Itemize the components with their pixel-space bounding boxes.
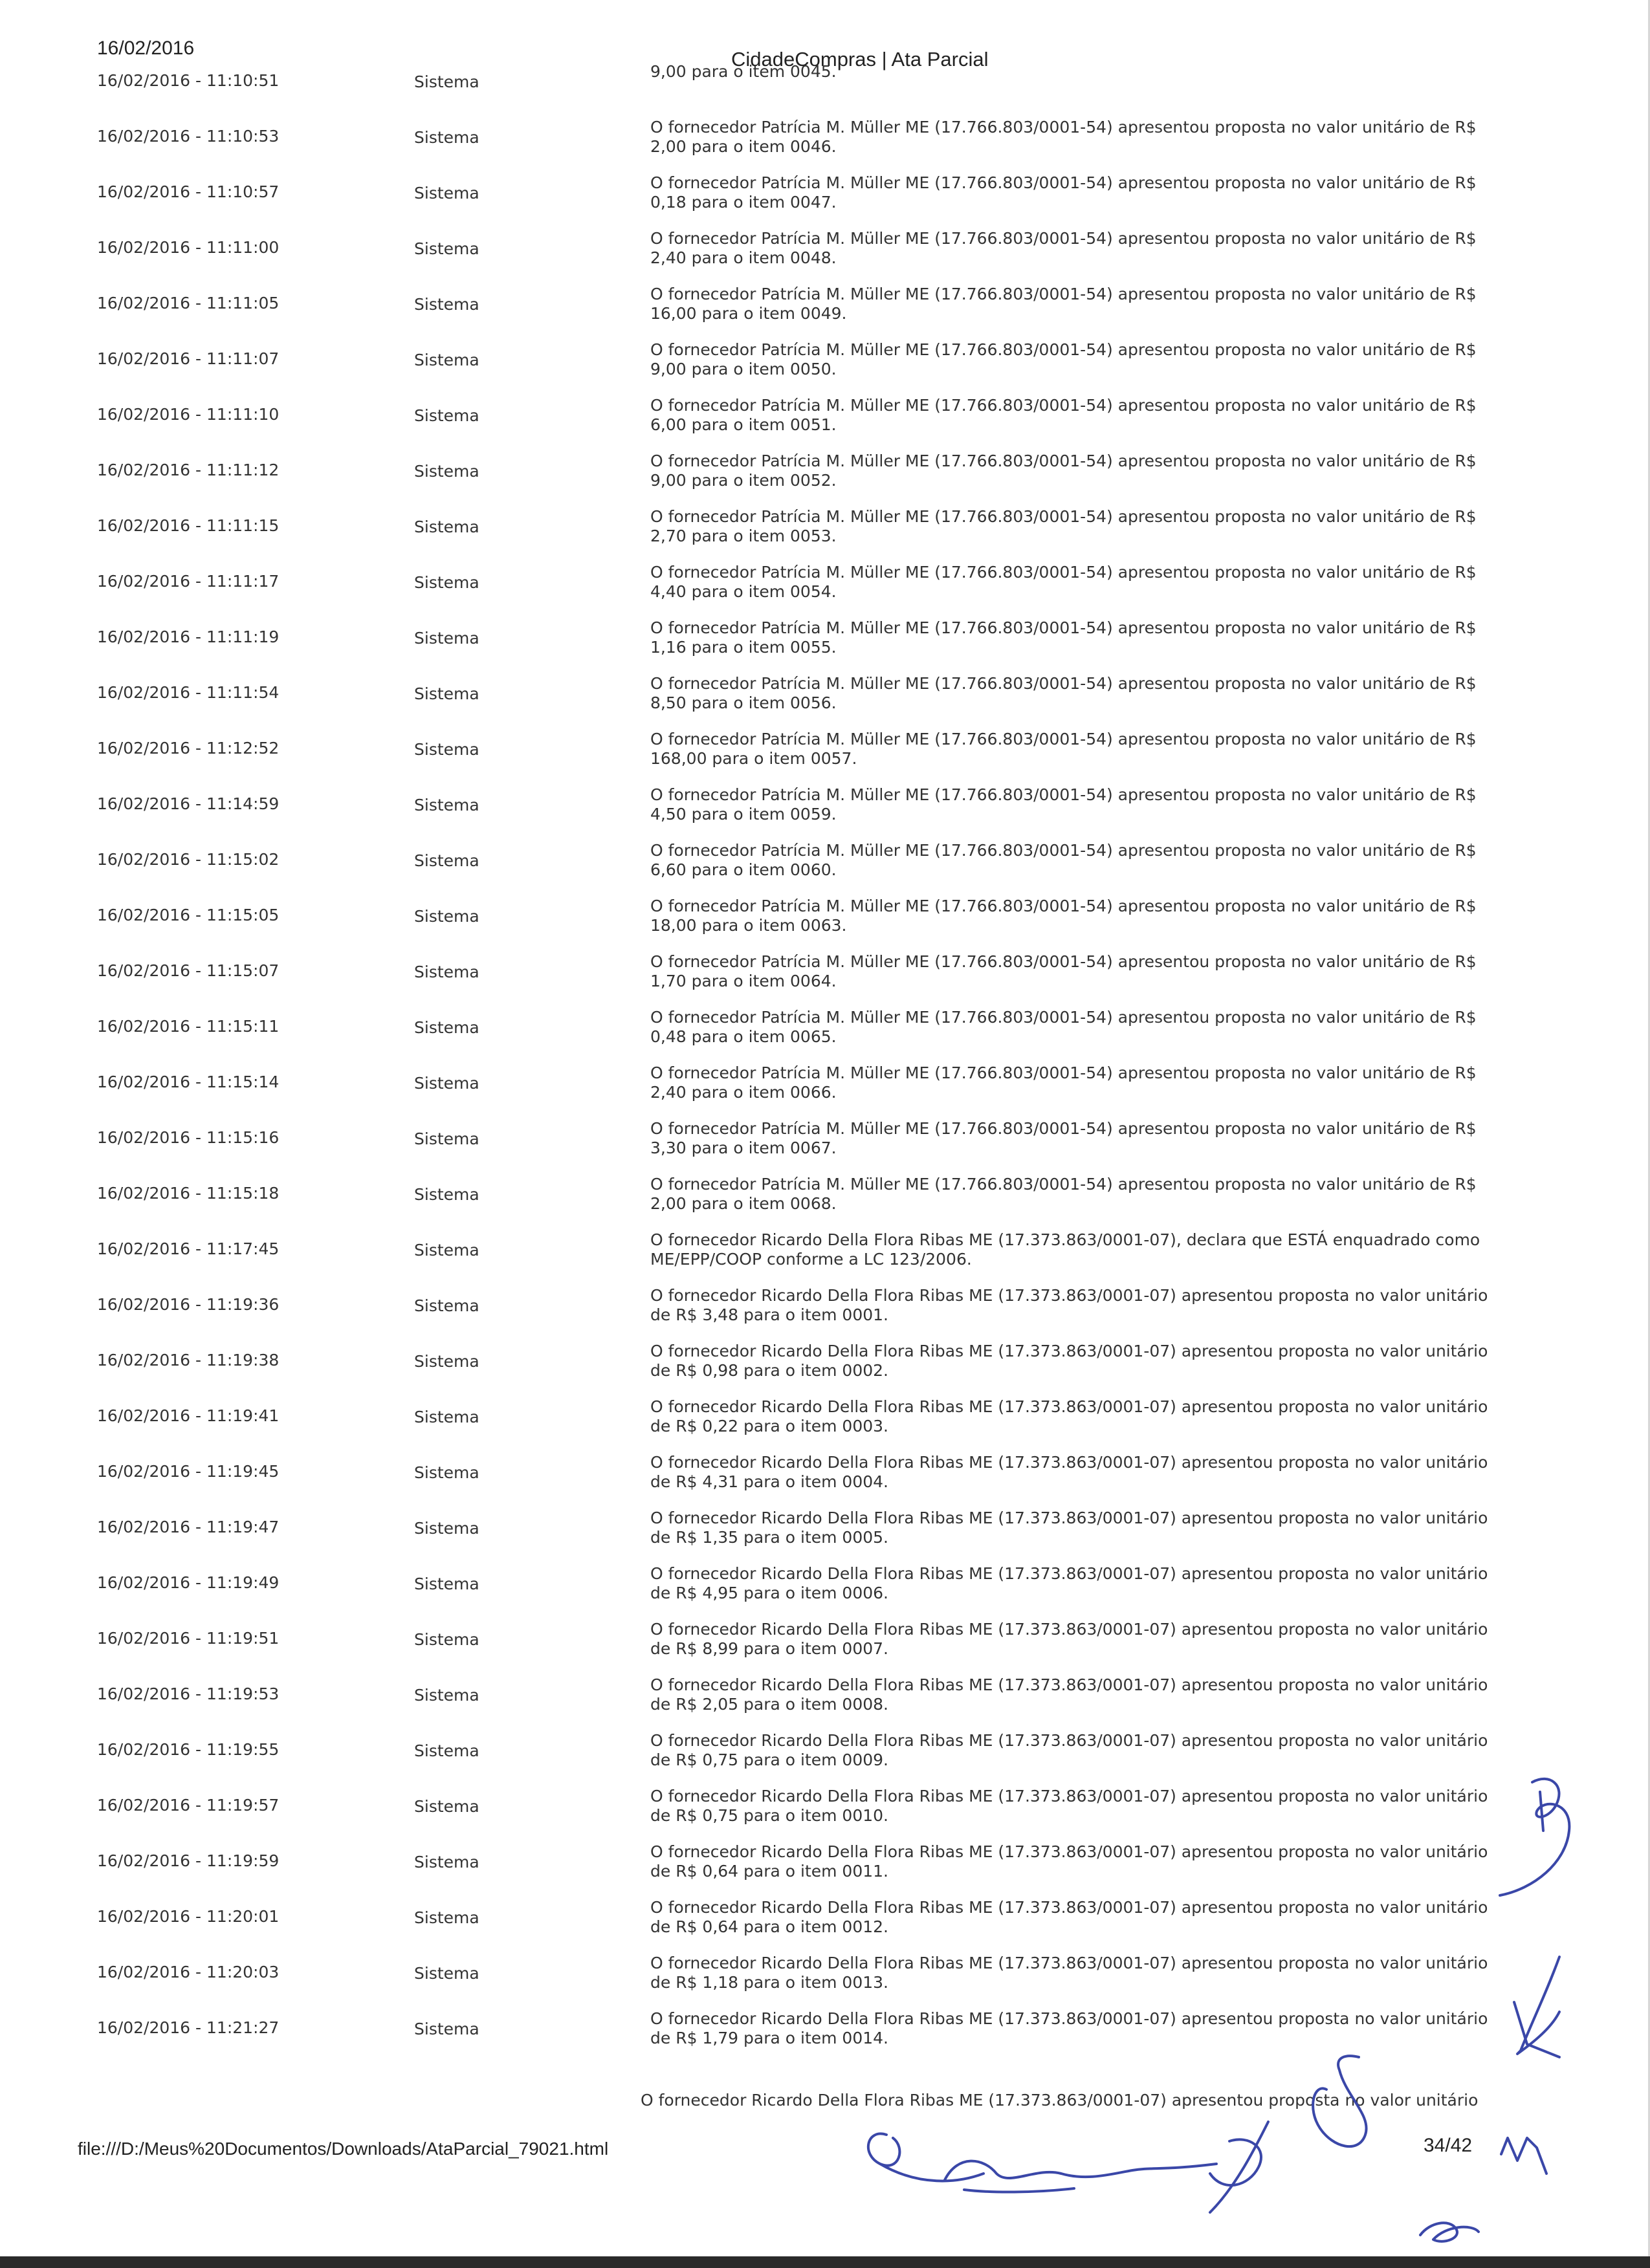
log-timestamp: 16/02/2016 - 11:19:41 (97, 1406, 280, 1425)
log-timestamp: 16/02/2016 - 11:15:07 (97, 961, 280, 980)
log-message: O fornecedor Patrícia M. Müller ME (17.766.803/0001-54) apresentou proposta no valor unitário de R$ 4,40 para o item 0054. (650, 563, 1477, 601)
log-row (0, 1063, 1650, 1123)
log-user: Sistema (414, 295, 479, 314)
log-timestamp: 16/02/2016 - 11:11:07 (97, 349, 280, 368)
log-user: Sistema (414, 2020, 479, 2038)
log-row (0, 1842, 1650, 1902)
log-row (0, 340, 1650, 400)
log-message: O fornecedor Ricardo Della Flora Ribas ME (17.373.863/0001-07), declara que ESTÁ enquadrado como ME/EPP/COOP conforme a LC 123/2006. (650, 1230, 1480, 1269)
log-message: O fornecedor Patrícia M. Müller ME (17.766.803/0001-54) apresentou proposta no valor unitário de R$ 1,16 para o item 0055. (650, 618, 1477, 657)
log-message: O fornecedor Ricardo Della Flora Ribas ME (17.373.863/0001-07) apresentou proposta no valor unitário de R$ 0,64 para o item 0012. (650, 1898, 1488, 1936)
log-row (0, 1620, 1650, 1679)
log-user: Sistema (414, 629, 479, 648)
log-row (0, 952, 1650, 1012)
log-message: O fornecedor Patrícia M. Müller ME (17.766.803/0001-54) apresentou proposta no valor unitário de R$ 0,48 para o item 0065. (650, 1008, 1477, 1046)
log-message: O fornecedor Ricardo Della Flora Ribas ME (17.373.863/0001-07) apresentou proposta no valor unitário de R$ 1,18 para o item 0013. (650, 1954, 1488, 1992)
log-timestamp: 16/02/2016 - 11:15:02 (97, 850, 280, 869)
log-timestamp: 16/02/2016 - 11:19:59 (97, 1851, 280, 1870)
log-user: Sistema (414, 462, 479, 481)
log-message: O fornecedor Ricardo Della Flora Ribas ME (17.373.863/0001-07) apresentou proposta no valor unitário de R$ 0,75 para o item 0010. (650, 1787, 1488, 1825)
log-timestamp: 16/02/2016 - 11:10:51 (97, 71, 280, 90)
log-user: Sistema (414, 1074, 479, 1093)
log-row (0, 2009, 1650, 2069)
log-timestamp: 16/02/2016 - 11:19:45 (97, 1462, 280, 1481)
log-timestamp: 16/02/2016 - 11:14:59 (97, 794, 280, 813)
log-message: O fornecedor Ricardo Della Flora Ribas ME (17.373.863/0001-07) apresentou proposta no valor unitário de R$ 1,35 para o item 0005. (650, 1509, 1488, 1547)
log-timestamp: 16/02/2016 - 11:11:00 (97, 238, 280, 257)
log-timestamp: 16/02/2016 - 11:12:52 (97, 739, 280, 758)
log-row (0, 1787, 1650, 1846)
log-message: 9,00 para o item 0045. (650, 62, 837, 81)
log-message: O fornecedor Patrícia M. Müller ME (17.766.803/0001-54) apresentou proposta no valor unitário de R$ 9,00 para o item 0052. (650, 452, 1477, 490)
log-message: O fornecedor Patrícia M. Müller ME (17.766.803/0001-54) apresentou proposta no valor unitário de R$ 16,00 para o item 0049. (650, 285, 1477, 323)
log-timestamp: 16/02/2016 - 11:19:57 (97, 1796, 280, 1815)
log-timestamp: 16/02/2016 - 11:11:05 (97, 294, 280, 312)
log-message: O fornecedor Ricardo Della Flora Ribas ME (17.373.863/0001-07) apresentou proposta no valor unitário de R$ 4,31 para o item 0004. (650, 1453, 1488, 1491)
log-user: Sistema (414, 1741, 479, 1760)
log-timestamp: 16/02/2016 - 11:21:27 (97, 2018, 280, 2037)
scan-bottom-border (0, 2256, 1650, 2268)
log-user: Sistema (414, 1519, 479, 1538)
log-message: O fornecedor Ricardo Della Flora Ribas ME (17.373.863/0001-07) apresentou proposta no valor unitário de R$ 1,79 para o item 0014. (650, 2009, 1488, 2047)
footer-file-url: file:///D:/Meus%20Documentos/Downloads/AtaParcial_79021.html (78, 2139, 609, 2159)
log-timestamp: 16/02/2016 - 11:10:57 (97, 182, 280, 201)
log-timestamp: 16/02/2016 - 11:17:45 (97, 1239, 280, 1258)
log-user: Sistema (414, 1185, 479, 1204)
log-row (0, 1342, 1650, 1401)
log-message: O fornecedor Patrícia M. Müller ME (17.766.803/0001-54) apresentou proposta no valor unitário de R$ 1,70 para o item 0064. (650, 952, 1477, 990)
log-row (0, 1230, 1650, 1290)
log-message: O fornecedor Ricardo Della Flora Ribas ME (17.373.863/0001-07) apresentou proposta no valor unitário de R$ 2,05 para o item 0008. (650, 1675, 1488, 1714)
log-row (0, 897, 1650, 956)
log-user: Sistema (414, 518, 479, 536)
log-message: O fornecedor Patrícia M. Müller ME (17.766.803/0001-54) apresentou proposta no valor unitário de R$ 2,40 para o item 0066. (650, 1063, 1477, 1102)
log-user: Sistema (414, 1463, 479, 1482)
log-timestamp: 16/02/2016 - 11:19:38 (97, 1351, 280, 1369)
log-timestamp: 16/02/2016 - 11:15:16 (97, 1128, 280, 1147)
log-user: Sistema (414, 1686, 479, 1705)
log-row (0, 285, 1650, 344)
print-date: 16/02/2016 (97, 38, 195, 59)
log-timestamp: 16/02/2016 - 11:11:12 (97, 461, 280, 479)
log-message: O fornecedor Patrícia M. Müller ME (17.766.803/0001-54) apresentou proposta no valor unitário de R$ 2,00 para o item 0068. (650, 1175, 1477, 1213)
log-user: Sistema (414, 851, 479, 870)
log-message: O fornecedor Patrícia M. Müller ME (17.766.803/0001-54) apresentou proposta no valor unitário de R$ 18,00 para o item 0063. (650, 897, 1477, 935)
log-row (0, 785, 1650, 845)
log-user: Sistema (414, 184, 479, 202)
log-row (0, 1119, 1650, 1179)
log-user: Sistema (414, 406, 479, 425)
log-timestamp: 16/02/2016 - 11:11:19 (97, 627, 280, 646)
log-row (0, 1175, 1650, 1234)
log-user: Sistema (414, 740, 479, 759)
log-message: O fornecedor Patrícia M. Müller ME (17.766.803/0001-54) apresentou proposta no valor unitário de R$ 4,50 para o item 0059. (650, 785, 1477, 823)
log-message: O fornecedor Patrícia M. Müller ME (17.766.803/0001-54) apresentou proposta no valor unitário de R$ 2,40 para o item 0048. (650, 229, 1477, 267)
log-row (0, 841, 1650, 900)
log-user: Sistema (414, 1296, 479, 1315)
log-message: O fornecedor Ricardo Della Flora Ribas ME (17.373.863/0001-07) apresentou proposta no valor unitário de R$ 0,22 para o item 0003. (650, 1397, 1488, 1435)
log-user: Sistema (414, 1241, 479, 1259)
log-row (0, 62, 1650, 122)
log-timestamp: 16/02/2016 - 11:19:49 (97, 1573, 280, 1592)
log-user: Sistema (414, 1630, 479, 1649)
log-message: O fornecedor Ricardo Della Flora Ribas ME (17.373.863/0001-07) apresentou proposta no valor unitário de R$ 3,48 para o item 0001. (650, 1286, 1488, 1324)
log-row (0, 563, 1650, 622)
log-user: Sistema (414, 351, 479, 369)
log-message: O fornecedor Patrícia M. Müller ME (17.766.803/0001-54) apresentou proposta no valor unitário de R$ 8,50 para o item 0056. (650, 674, 1477, 712)
log-user: Sistema (414, 1575, 479, 1593)
log-message: O fornecedor Ricardo Della Flora Ribas ME (17.373.863/0001-07) apresentou proposta no valor unitário de R$ 0,64 para o item 0011. (650, 1842, 1488, 1881)
log-timestamp: 16/02/2016 - 11:19:36 (97, 1295, 280, 1314)
log-timestamp: 16/02/2016 - 11:19:55 (97, 1740, 280, 1759)
log-row (0, 1954, 1650, 2013)
log-message: O fornecedor Patrícia M. Müller ME (17.766.803/0001-54) apresentou proposta no valor unitário de R$ 0,18 para o item 0047. (650, 173, 1477, 212)
log-row (0, 452, 1650, 511)
log-row (0, 730, 1650, 789)
log-user: Sistema (414, 796, 479, 814)
log-user: Sistema (414, 72, 479, 91)
log-user: Sistema (414, 963, 479, 981)
log-message: O fornecedor Patrícia M. Müller ME (17.766.803/0001-54) apresentou proposta no valor unitário de R$ 2,70 para o item 0053. (650, 507, 1477, 545)
log-row (0, 396, 1650, 455)
log-row (0, 1509, 1650, 1568)
log-user: Sistema (414, 1129, 479, 1148)
log-timestamp: 16/02/2016 - 11:15:14 (97, 1073, 280, 1091)
log-message: O fornecedor Patrícia M. Müller ME (17.766.803/0001-54) apresentou proposta no valor unitário de R$ 6,00 para o item 0051. (650, 396, 1477, 434)
log-user: Sistema (414, 1853, 479, 1871)
log-user: Sistema (414, 1018, 479, 1037)
log-timestamp: 16/02/2016 - 11:20:01 (97, 1907, 280, 1926)
log-user: Sistema (414, 907, 479, 926)
log-message: O fornecedor Patrícia M. Müller ME (17.766.803/0001-54) apresentou proposta no valor unitário de R$ 9,00 para o item 0050. (650, 340, 1477, 378)
log-row (0, 1397, 1650, 1457)
log-user: Sistema (414, 1408, 479, 1426)
page-title: CidadeCompras | Ata Parcial (731, 48, 989, 71)
log-timestamp: 16/02/2016 - 11:15:18 (97, 1184, 280, 1203)
log-row (0, 1564, 1650, 1624)
log-user: Sistema (414, 128, 479, 147)
log-row (0, 173, 1650, 233)
log-row (0, 1675, 1650, 1735)
log-row (0, 1731, 1650, 1791)
log-row (0, 507, 1650, 567)
log-row (0, 118, 1650, 177)
page-number: 34/42 (1424, 2135, 1473, 2156)
log-user: Sistema (414, 1797, 479, 1816)
log-timestamp: 16/02/2016 - 11:19:51 (97, 1629, 280, 1648)
log-row (0, 618, 1650, 678)
log-timestamp: 16/02/2016 - 11:11:15 (97, 516, 280, 535)
log-user: Sistema (414, 684, 479, 703)
log-timestamp: 16/02/2016 - 11:19:47 (97, 1518, 280, 1536)
log-message: O fornecedor Ricardo Della Flora Ribas ME (17.373.863/0001-07) apresentou proposta no valor unitário de R$ 4,95 para o item 0006. (650, 1564, 1488, 1602)
log-row (0, 1286, 1650, 1346)
log-user: Sistema (414, 239, 479, 258)
log-row (0, 1008, 1650, 1067)
log-timestamp: 16/02/2016 - 11:15:11 (97, 1017, 280, 1036)
log-row (0, 1453, 1650, 1512)
log-timestamp: 16/02/2016 - 11:11:10 (97, 405, 280, 424)
log-row (0, 1898, 1650, 1957)
log-row (0, 674, 1650, 734)
log-timestamp: 16/02/2016 - 11:20:03 (97, 1963, 280, 1981)
log-timestamp: 16/02/2016 - 11:11:17 (97, 572, 280, 591)
log-timestamp: 16/02/2016 - 11:19:53 (97, 1685, 280, 1703)
log-user: Sistema (414, 573, 479, 592)
log-row (0, 229, 1650, 289)
log-message: O fornecedor Ricardo Della Flora Ribas ME (17.373.863/0001-07) apresentou proposta no valor unitário de R$ 0,75 para o item 0009. (650, 1731, 1488, 1769)
log-message: O fornecedor Ricardo Della Flora Ribas ME (17.373.863/0001-07) apresentou proposta no valor unitário de R$ 8,99 para o item 0007. (650, 1620, 1488, 1658)
log-timestamp: 16/02/2016 - 11:15:05 (97, 906, 280, 924)
log-user: Sistema (414, 1352, 479, 1371)
log-message: O fornecedor Patrícia M. Müller ME (17.766.803/0001-54) apresentou proposta no valor unitário de R$ 3,30 para o item 0067. (650, 1119, 1477, 1157)
trailing-message: O fornecedor Ricardo Della Flora Ribas ME (17.373.863/0001-07) apresentou proposta no valor unitário (641, 2091, 1479, 2110)
log-user: Sistema (414, 1908, 479, 1927)
log-user: Sistema (414, 1964, 479, 1983)
log-message: O fornecedor Patrícia M. Müller ME (17.766.803/0001-54) apresentou proposta no valor unitário de R$ 2,00 para o item 0046. (650, 118, 1477, 156)
log-message: O fornecedor Patrícia M. Müller ME (17.766.803/0001-54) apresentou proposta no valor unitário de R$ 6,60 para o item 0060. (650, 841, 1477, 879)
log-message: O fornecedor Ricardo Della Flora Ribas ME (17.373.863/0001-07) apresentou proposta no valor unitário de R$ 0,98 para o item 0002. (650, 1342, 1488, 1380)
log-timestamp: 16/02/2016 - 11:10:53 (97, 127, 280, 146)
log-timestamp: 16/02/2016 - 11:11:54 (97, 683, 280, 702)
log-message: O fornecedor Patrícia M. Müller ME (17.766.803/0001-54) apresentou proposta no valor unitário de R$ 168,00 para o item 0057. (650, 730, 1477, 768)
